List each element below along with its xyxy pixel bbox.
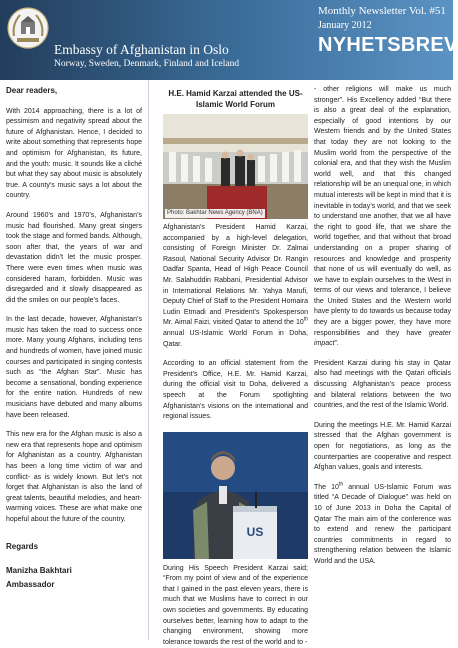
karzai-speech-photo (163, 432, 308, 559)
speech-quote-continued (314, 85, 451, 350)
quote-text-italic: greater impact”. (314, 329, 451, 348)
speech-image (163, 432, 308, 559)
photo-credit: Photo: Bakhtar News Agency (BNA) (167, 210, 263, 216)
article-paragraph: During the meetings H.E. Mr. Hamid Karzai stressed that the Afghan government is open for negotiations, as long as the counterparties are cooperative and respect Afghan values, goals and interests. (314, 421, 451, 472)
article-column-right (312, 80, 453, 640)
header-banner (0, 0, 458, 80)
ordinal-suffix: th (338, 481, 344, 488)
article-paragraph: According to an official statement from the President’s Office, H.E. Mr. Hamid Karzai, during the official visit to Doha, delivered a speech at the Forum spotlighting Afghanistan’s visions on the international and regional issues. (163, 360, 308, 421)
article-paragraph-text: annual US-Islamic Forum was titled “A Decade of Dialogue” was held on 10 of June 2013 in Doha the Capital of Qatar The main aim of the conference was to extend and renew the participant countries commitments in regard to strengthening relation between the Islamic World and the USA. (314, 483, 451, 565)
afghanistan-emblem-icon (6, 6, 50, 52)
ambassador-letter-column (0, 80, 149, 640)
speech-quote-start: During His Speech President Karzai said; “From my point of view and of the experience that I gained in the past eleven years, there is much that we Muslims have to correct in our own societies and governments. By educating ourselves better, learning how to adapt to the changing environment, showing more tolerance towards the rest of the world and to - (163, 564, 308, 646)
signature-title: Ambassador (6, 579, 55, 589)
letter-paragraph: With 2014 approaching, there is a lot of pessimism and negativity spread about the future of Afghanistan. Hence, I decided to write about something that represents hope and optimism for Afghanistan, its future, and the youth: music. It sounds like a cliché but what they say about music is absolutely true. A county’s music says a lot about the country. (6, 107, 142, 200)
article-paragraph-text: the 10 (284, 319, 304, 327)
issue-date: January 2012 (318, 20, 372, 31)
article-paragraph-text: Afghanistan’s President Hamid Karzai, accompanied by a high-level delegation, consisting of Foreign Minister Dr. Zalmai Rasoul, National Security Advisor Dr. Rangin Dadfar Spanta, Head of High Peace Council Mr. Salahuddin Rabbani, Presidential Advisor in International Relations Mr. Yahya Marufi, Deputy Chief of Staff to the President Homaira Ludin Etmadi and President’s Spokesperson Mr. Aimal Faizi, visited Qatar to attend (163, 224, 308, 327)
letter-paragraph: This new era for the Afghan music is also a new era that represents hope and optimism for Afghanistan as a country. Afghanistan has been a long time victim of war and conflict- as is widely known. But let’s not forget that Afghanistan is also the land of great talents, beautiful melodies, and heart-warming voices. These are what make one hopeful about the future of the country. (6, 431, 142, 523)
article-paragraph: President Karzai during his stay in Qatar also had meetings with the Qatari officials discussing Afghanistan’s peace process and bilateral relations between the two countries, and the rest of the Islamic World. (314, 359, 451, 410)
ordinal-suffix: th (303, 317, 308, 324)
quote-text: - other religions will make us much stronger”. His Excellency added “But there is also a great deal of the explanation, especially of good intentions by our Western friends and by the United States that today they are not looking to the Muslim world from the perspective of the colonial era, and that they wish the Muslim world well, and that this changed relationship will be an unequal one, in which mutual interests will be kept in mind that it is inevitable in today’s world, and that we seek to understand one another, that we all have the right to good life, that we share the world together, and that without that broad understanding on a proper sharing of resources and knowledge and prosperity that none of us will eventually do well, as we have to explain ourselves to the West in terms of our views and tolerance, I believe the United States and the Western world have plenty to do towards us because today they are a bigger power, they have more responsibilities and they have (314, 86, 451, 337)
svg-text:US: US (246, 524, 264, 539)
letter-paragraph: Around 1960’s and 1970’s, Afghanistan’s music had flourished. Many great singers took the stage and formed bands. Although, soon after that, the years of war and devastation didn’t let the music prosper. There were even times when music was considered haram, forbidden. Music was disregarded and it slowly disappeared as did the smiles on our people’s faces. (6, 211, 142, 304)
article-paragraph-text: annual US-Islamic World Forum in Doha, Qatar. (163, 329, 308, 348)
article-paragraph (314, 483, 451, 568)
letter-paragraph: In the last decade, however, Afghanistan’s music has taken the road to success once more. Many young Afghans, including tens and hundreds of women, have joined music courses and participated in singing contests such as “the Afghan Star”. Music has become a sensational, bonding experience for the entire nation. Hundreds of new musicians have debuted and many albums have been released. (6, 316, 142, 419)
signature-name: Manizha Bakhtari (6, 565, 72, 575)
karzai-arrival-photo (163, 114, 308, 219)
guard-of-honor-image (163, 114, 308, 219)
article-paragraph-text: The 10 (314, 483, 339, 491)
embassy-name: Embassy of Afghanistan in Oslo (54, 42, 229, 57)
newsletter-title: NYHETSBREV (318, 34, 458, 56)
newsletter-volume: Monthly Newsletter Vol. #51 (318, 5, 446, 17)
article-paragraph (163, 223, 308, 350)
embassy-countries: Norway, Sweden, Denmark, Finland and Iceland (54, 59, 240, 69)
letter-greeting: Dear readers, (6, 86, 58, 95)
letter-closing: Regards (6, 541, 39, 551)
article-column-left (163, 80, 308, 646)
article-headline: H.E. Hamid Karzai attended the US-Islamic World Forum (168, 89, 303, 109)
